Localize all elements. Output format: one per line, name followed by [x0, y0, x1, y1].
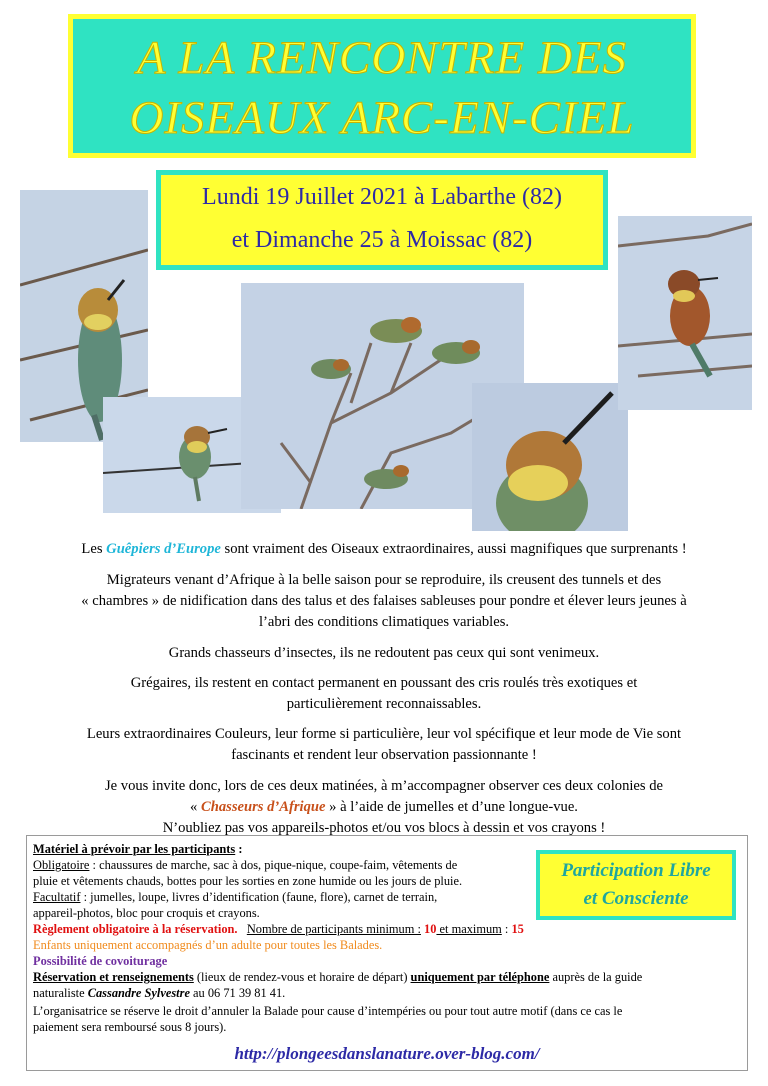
bee-eater-perched-right-photo: [618, 216, 752, 410]
nombre-label: Nombre de participants minimum :: [246, 922, 421, 936]
p3-line: Grands chasseurs d’insectes, ils ne redoutent pas ceux qui sont venimeux.: [168, 645, 600, 661]
blog-link[interactable]: http://plongeesdanslanature.over-blog.com/: [234, 1044, 540, 1063]
p6-line-3: N’oubliez pas vos appareils-photos et/ou vos blocs à dessin et vos crayons !: [162, 820, 606, 836]
reservation-phone: au 06 71 39 81 41.: [189, 986, 286, 1000]
guide-name: Cassandre Sylvestre: [87, 986, 190, 1000]
paragraph-intro: [20, 539, 748, 560]
p5-line-1: Leurs extraordinaires Couleurs, leur forme si particulière, leur vol spécifique et leur mode de Vie sont: [86, 726, 682, 742]
p6-line-2: [20, 797, 748, 818]
participation-badge: [536, 850, 736, 920]
p6-line-1: Je vous invite donc, lors de ces deux matinées, à m’accompagner observer ces deux colonies de: [104, 778, 664, 794]
reservation-mid: (lieux de rendez-vous et horaire de départ): [193, 970, 411, 984]
materiel-label: Matériel à prévoir par les participants: [33, 842, 236, 856]
date-banner: [156, 170, 608, 270]
participants-min: 10: [424, 922, 437, 936]
reglement-line: [33, 921, 524, 937]
p2-line-3: l’abri des conditions climatiques variables.: [258, 614, 510, 630]
p1-before: Les: [81, 541, 107, 557]
paragraph-colours: [20, 724, 748, 766]
reglement-text: Règlement obligatoire à la réservation.: [33, 922, 238, 936]
p1-after: sont vraiment des Oiseaux extraordinaires, aussi magnifiques que surprenants !: [220, 541, 687, 557]
date-line-1: Lundi 19 Juillet 2021 à Labarthe (82): [202, 184, 562, 210]
species-name: Guêpiers d’Europe: [106, 541, 221, 557]
obligatoire-line-2: pluie et vêtements chauds, bottes pour les sorties en zone humide ou les jours de pluie.: [33, 874, 463, 888]
facultatif-text-1: : jumelles, loupe, livres d’identification (faune, flore), carnet de terrain,: [80, 890, 438, 904]
title-banner: [68, 14, 696, 158]
paragraph-invitation: [20, 776, 748, 839]
et-maximum: et maximum: [436, 922, 502, 936]
materiel-line: [33, 841, 242, 857]
p6-line-2-before: «: [190, 799, 201, 815]
reservation-line-1: [33, 969, 642, 985]
annulation-line-1: L’organisatrice se réserve le droit d’annuler la Balade pour cause d’intempéries ou pour tout autre motif (dans ce cas le: [33, 1004, 623, 1018]
p4-line-2: particulièrement reconnaissables.: [286, 696, 482, 712]
reservation-phone-only: uniquement par téléphone: [410, 970, 550, 984]
chasseurs-highlight: Chasseurs d’Afrique: [201, 799, 326, 815]
p2-line-1: Migrateurs venant d’Afrique à la belle saison pour se reproduire, ils creusent des tunnels et des: [106, 572, 662, 588]
paragraph-gregarious: [20, 673, 748, 715]
obligatoire-label: Obligatoire: [33, 858, 90, 872]
facultatif-label: Facultatif: [33, 890, 81, 904]
enfants-line: Enfants uniquement accompagnés d’un adulte pour toutes les Balades.: [33, 938, 383, 952]
reservation-label: Réservation et renseignements: [33, 970, 194, 984]
annulation-line-2: paiement sera remboursé sous 8 jours).: [33, 1020, 227, 1034]
participation-line-2: et Consciente: [583, 888, 689, 909]
p4-line-1: Grégaires, ils restent en contact permanent en poussant des cris roulés très exotiques et: [130, 675, 638, 691]
facultatif-line-2: appareil-photos, bloc pour croquis et crayons.: [33, 906, 260, 920]
participation-line-1: Participation Libre: [561, 860, 711, 881]
reservation-line-2: [33, 985, 285, 1001]
reservation-end: auprès de la guide: [549, 970, 643, 984]
obligatoire-text-1: : chaussures de marche, sac à dos, pique-nique, coupe-faim, vêtements de: [89, 858, 458, 872]
bee-eater-head-closeup-photo: [472, 383, 628, 531]
p5-line-2: fascinants et rendent leur observation passionnante !: [231, 747, 537, 763]
paragraph-hunters: [20, 643, 748, 664]
max-colon: :: [501, 922, 512, 936]
title-line-1: A LA RENCONTRE DES: [136, 32, 628, 84]
covoiturage-line: Possibilité de covoiturage: [33, 954, 168, 968]
facultatif-line-1: [33, 889, 437, 905]
paragraph-migration: [20, 570, 748, 633]
participants-max: 15: [511, 922, 524, 936]
obligatoire-line-1: [33, 857, 457, 873]
materiel-colon: :: [235, 842, 243, 856]
p6-line-2-after: » à l’aide de jumelles et d’une longue-vue.: [325, 799, 578, 815]
date-line-2: et Dimanche 25 à Moissac (82): [231, 227, 533, 253]
p2-line-2: « chambres » de nidification dans des talus et des falaises sableuses pour pondre et élever leurs jeunes à: [81, 593, 687, 609]
title-line-2: OISEAUX ARC-EN-CIEL: [129, 92, 635, 144]
reservation-l2-before: naturaliste: [33, 986, 88, 1000]
